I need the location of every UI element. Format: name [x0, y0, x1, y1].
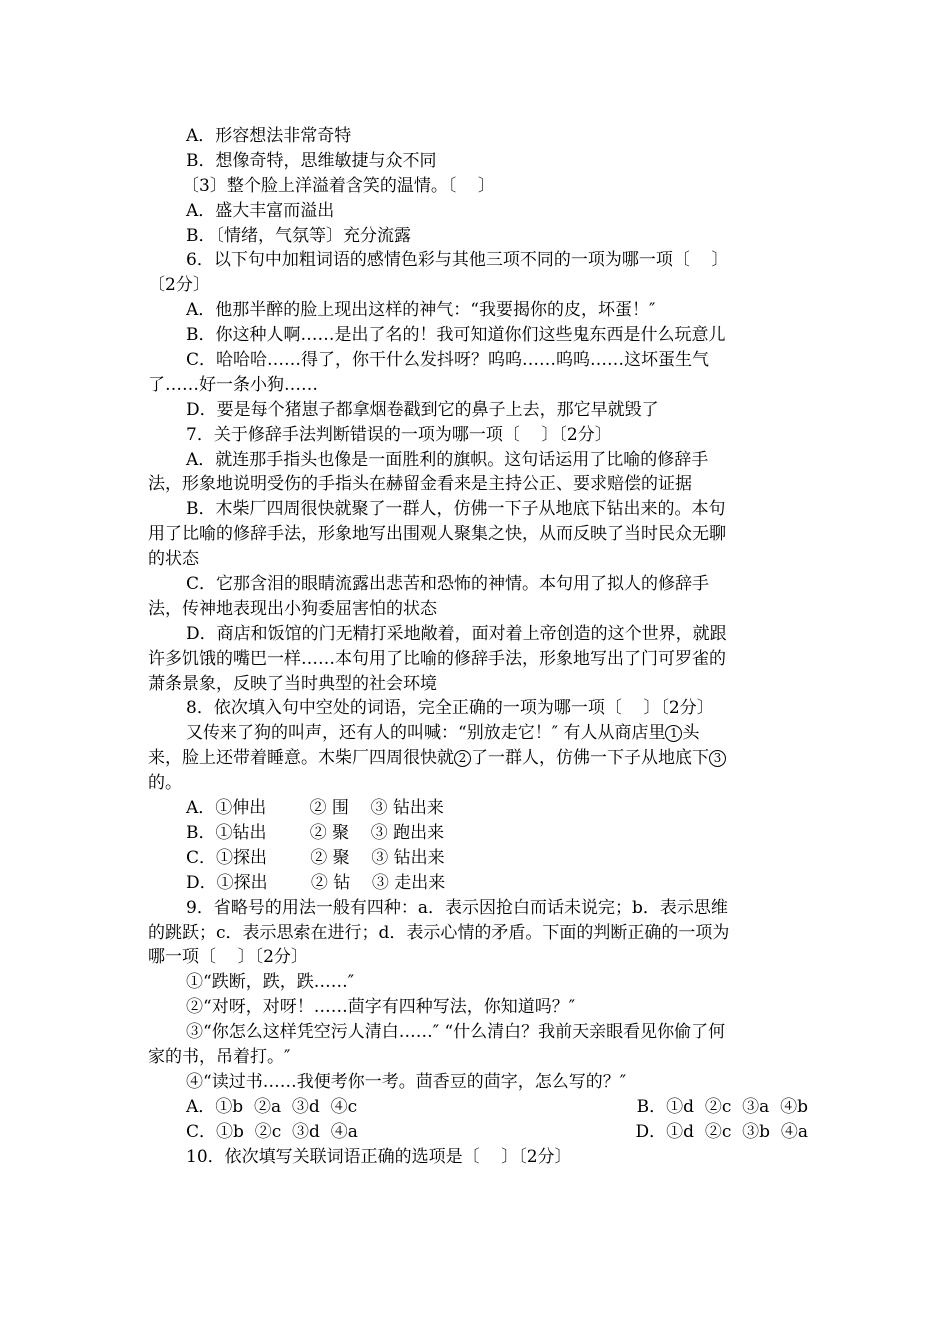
text-line: A．形容想法非常奇特 [186, 126, 352, 146]
text-line: B．想像奇特，思维敏捷与众不同 [186, 150, 437, 171]
text-line: 萧条景象，反映了当时典型的社会环境 [148, 673, 437, 694]
text-line: 许多饥饿的嘴巴一样……本句用了比喻的修辞手法，形象地写出了门可罗雀的 [148, 648, 726, 669]
text-line: 家的书，吊着打。″ [148, 1046, 291, 1067]
text-line: 法，传神地表现出小狗委屈害怕的状态 [148, 598, 437, 619]
text-line: 用了比喻的修辞手法，形象地写出围观人聚集之快，从而反映了当时民众无聊 [148, 524, 726, 545]
option-d: D．要是每个猪崽子都拿烟卷戳到它的鼻子上去，那它早就毁了 [186, 399, 659, 420]
quote-4: ④“读过书……我便考你一考。茴香豆的茴字，怎么写的？″ [186, 1071, 627, 1092]
options-row [148, 1120, 808, 1145]
text-line: B．〔情绪，气氛等〕充分流露 [186, 225, 411, 246]
option-a: A．就连那手指头也像是一面胜利的旗帜。这句话运用了比喻的修辞手 [186, 449, 709, 470]
option-a: A．①b ②a ③d ④c [186, 1096, 358, 1117]
text-line: 〔2分〕 [148, 275, 210, 296]
blank-marker-1: 1 [665, 725, 682, 742]
question-8: 8．依次填入句中空处的词语，完全正确的一项为哪一项〔 〕〔2分〕 [186, 698, 714, 719]
passage-line [148, 721, 808, 746]
option-c: C．它那含泪的眼睛流露出悲苦和恐怖的神情。本句用了拟人的修辞手 [186, 574, 710, 595]
document-page [148, 124, 808, 1169]
text-line: 哪一项〔 〕〔2分〕 [148, 947, 308, 968]
option-d: D．商店和饭馆的门无精打采地敞着，面对着上帝创造的这个世界，就跟 [186, 623, 727, 644]
question-7: 7．关于修辞手法判断错误的一项为哪一项〔 〕〔2分〕 [186, 424, 612, 445]
text-line: 的。 [148, 773, 182, 794]
option-b: B．你这种人啊……是出了名的！我可知道你们这些鬼东西是什么玩意儿 [186, 325, 726, 346]
option-d: D．①探出 ② 钻 ③ 走出来 [186, 872, 446, 893]
option-b: B．①d ②c ③a ④b [636, 1096, 808, 1117]
quote-2: ②“对呀，对呀！……茴字有四种写法，你知道吗？″ [186, 997, 576, 1018]
blank-marker-2: 2 [454, 750, 471, 767]
quote-1: ①“跌断，跌，跌……″ [186, 972, 355, 993]
question-6: 6．以下句中加粗词语的感情色彩与其他三项不同的一项为哪一项〔 〕 [186, 250, 729, 271]
text-line: 〔3〕整个脸上洋溢着含笑的温情。〔 〕 [182, 175, 495, 196]
option-b: B．木柴厂四周很快就聚了一群人，仿佛一下子从地底下钻出来的。本句 [186, 499, 726, 520]
text-line: A．盛大丰富而溢出 [186, 200, 335, 221]
question-10: 10．依次填写关联词语正确的选项是〔 〕〔2分〕 [186, 1146, 572, 1167]
text-line: 了……好一条小狗…… [148, 374, 318, 395]
passage-text: 了一群人，仿佛一下子从地底下 [471, 748, 709, 769]
text-line: 的跳跃；c．表示思索在进行；d．表示心情的矛盾。下面的判断正确的一项为 [148, 922, 730, 943]
option-c: C．①b ②c ③d ④a [186, 1121, 358, 1142]
passage-text: 头 [682, 723, 700, 744]
option-a: A．他那半醉的脸上现出这样的神气：“我要揭你的皮，坏蛋！″ [186, 300, 656, 321]
option-a: A．①伸出 ② 围 ③ 钻出来 [186, 798, 444, 819]
option-c: C．哈哈哈……得了，你干什么发抖呀？呜呜……呜呜……这坏蛋生气 [186, 350, 710, 371]
option-b: B．①钻出 ② 聚 ③ 跑出来 [186, 822, 445, 843]
text-line: 的状态 [148, 549, 199, 570]
quote-3: ③“你怎么这样凭空污人清白……″ “什么清白？我前天亲眼看见你偷了何 [186, 1022, 726, 1043]
passage-line [148, 746, 808, 771]
options-row [148, 1095, 808, 1120]
text-line: 法，形象地说明受伤的手指头在赫留金看来是主持公正、要求赔偿的证据 [148, 474, 692, 495]
option-d: D．①d ②c ③b ④a [635, 1121, 808, 1142]
passage-text: 又传来了狗的叫声，还有人的叫喊：“别放走它！″ 有人从商店里 [186, 723, 666, 744]
passage-text: 来，脸上还带着睡意。木柴厂四周很快就 [148, 748, 454, 769]
blank-marker-3: 3 [709, 750, 726, 767]
question-9: 9．省略号的用法一般有四种：a．表示因抢白而话未说完；b．表示思维 [186, 897, 728, 918]
option-c: C．①探出 ② 聚 ③ 钻出来 [186, 847, 445, 868]
